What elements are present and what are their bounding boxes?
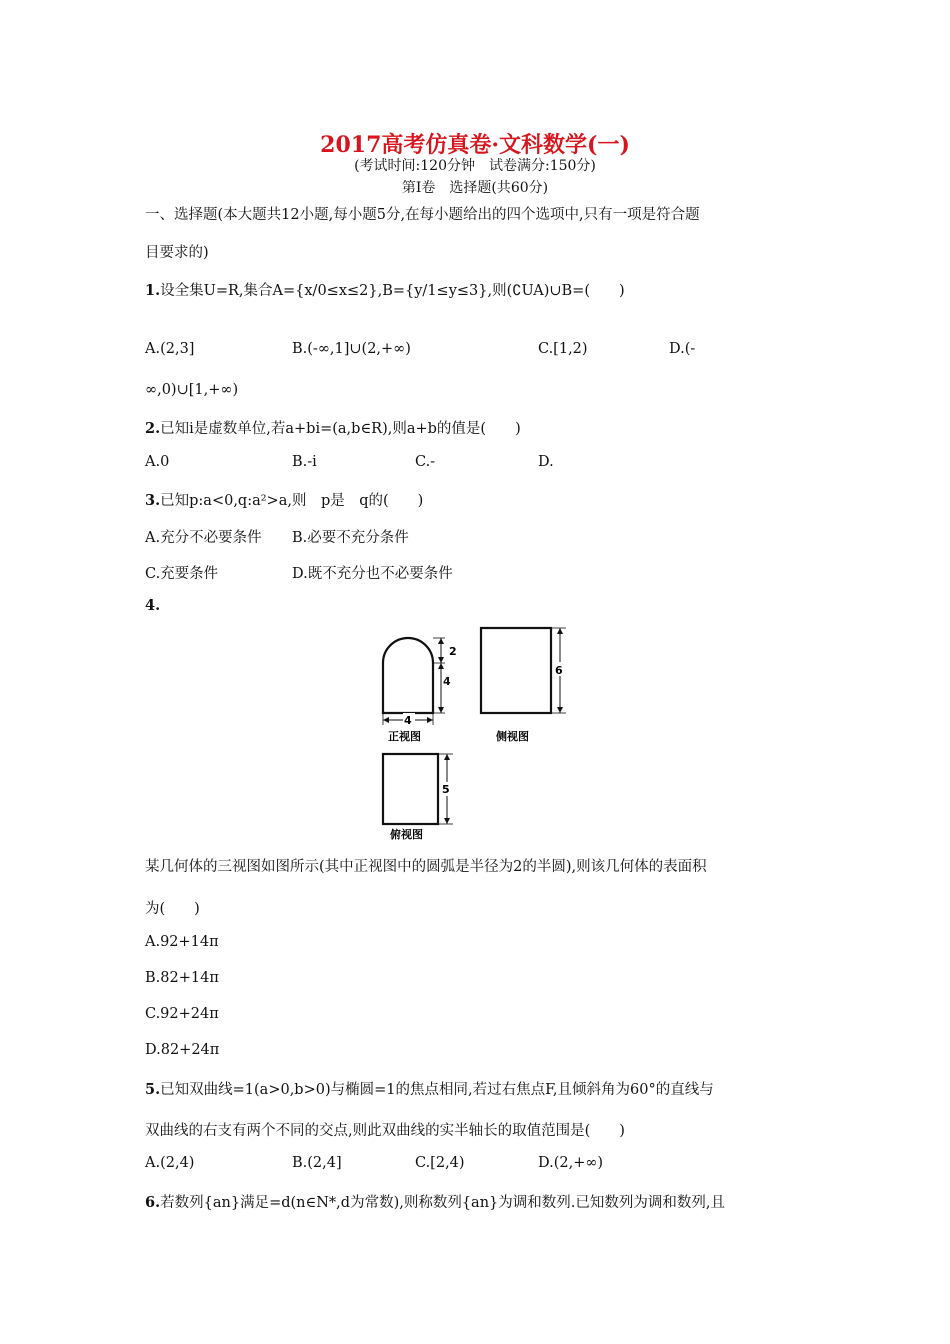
- dim-label: 2: [449, 645, 457, 658]
- question-number: 3.: [145, 492, 161, 509]
- q3-option-c: C.充要条件: [145, 566, 219, 582]
- q1-option-a: A.(2,3]: [145, 341, 195, 357]
- top-view: [383, 754, 453, 841]
- q1-option-b: B.(-∞,1]∪(2,+∞): [292, 341, 411, 357]
- q5-option-a: A.(2,4): [145, 1155, 195, 1171]
- section-intro-line-1: 一、选择题(本大题共12小题,每小题5分,在每小题给出的四个选项中,只有一项是符合题: [145, 207, 700, 223]
- question-5: [145, 1078, 714, 1099]
- three-view-figure: [370, 620, 580, 845]
- question-stem: 设全集U=R,集合A={x/0≤x≤2},B={y/1≤y≤3},则(∁UA)∪B=( ): [160, 283, 625, 299]
- q5-stem-line-2: 双曲线的右支有两个不同的交点,则此双曲线的实半轴长的取值范围是( ): [145, 1123, 625, 1139]
- q3-option-a: A.充分不必要条件: [145, 530, 262, 546]
- q2-option-d: D.: [538, 454, 554, 470]
- q4-stem-line-1: 某几何体的三视图如图所示(其中正视图中的圆弧是半径为2的半圆),则该几何体的表面积: [145, 859, 707, 875]
- q4-option-c: C.92+24π: [145, 1006, 219, 1022]
- q4-option-a: A.92+14π: [145, 934, 219, 950]
- q2-option-b: B.-i: [292, 454, 317, 470]
- question-stem: 已知p:a<0,q:a²>a,则 p是 q的( ): [160, 493, 424, 509]
- q1-option-d: D.(-: [669, 341, 696, 357]
- side-view: [481, 628, 566, 743]
- question-6: [145, 1191, 725, 1212]
- dim-label: 4: [443, 675, 451, 688]
- front-view-label: 正视图: [388, 730, 421, 743]
- q5-option-b: B.(2,4]: [292, 1155, 342, 1171]
- front-view: [383, 638, 457, 743]
- dim-label: 4: [404, 714, 412, 727]
- q5-option-c: C.[2,4): [415, 1155, 465, 1171]
- dim-label: 6: [555, 664, 563, 677]
- section-intro-line-2: 目要求的): [145, 245, 209, 261]
- q5-option-d: D.(2,+∞): [538, 1155, 604, 1171]
- question-1: [145, 279, 625, 300]
- question-stem: 已知i是虚数单位,若a+bi=(a,b∈R),则a+b的值是( ): [160, 421, 521, 437]
- q1-option-c: C.[1,2): [538, 341, 588, 357]
- top-view-label: 俯视图: [390, 828, 423, 841]
- q2-option-a: A.0: [145, 454, 170, 470]
- q1-option-d-continued: ∞,0)∪[1,+∞): [145, 382, 239, 398]
- question-3: [145, 489, 423, 510]
- q4-option-d: D.82+24π: [145, 1042, 220, 1058]
- q3-option-b: B.必要不充分条件: [292, 530, 409, 546]
- exam-title: 2017高考仿真卷·文科数学(一): [320, 132, 630, 158]
- q3-option-d: D.既不充分也不必要条件: [292, 566, 453, 582]
- q4-stem-line-2: 为( ): [145, 901, 200, 917]
- part-heading: 第Ⅰ卷 选择题(共60分): [401, 180, 549, 196]
- q2-option-c: C.-: [415, 454, 436, 470]
- question-stem: 若数列{an}满足=d(n∈N*,d为常数),则称数列{an}为调和数列.已知数列为调和数列,且: [160, 1195, 725, 1211]
- exam-info: (考试时间:120分钟 试卷满分:150分): [354, 158, 596, 174]
- q4-option-b: B.82+14π: [145, 970, 219, 986]
- question-4-number: 4.: [145, 597, 161, 614]
- question-number: 5.: [145, 1081, 161, 1098]
- question-stem: 已知双曲线=1(a>0,b>0)与椭圆=1的焦点相同,若过右焦点F,且倾斜角为60°的直线与: [160, 1082, 714, 1098]
- question-number: 6.: [145, 1194, 161, 1211]
- question-2: [145, 417, 521, 438]
- dim-label: 5: [442, 783, 450, 796]
- question-number: 1.: [145, 282, 161, 299]
- side-view-label: 侧视图: [496, 730, 529, 743]
- question-number: 2.: [145, 420, 161, 437]
